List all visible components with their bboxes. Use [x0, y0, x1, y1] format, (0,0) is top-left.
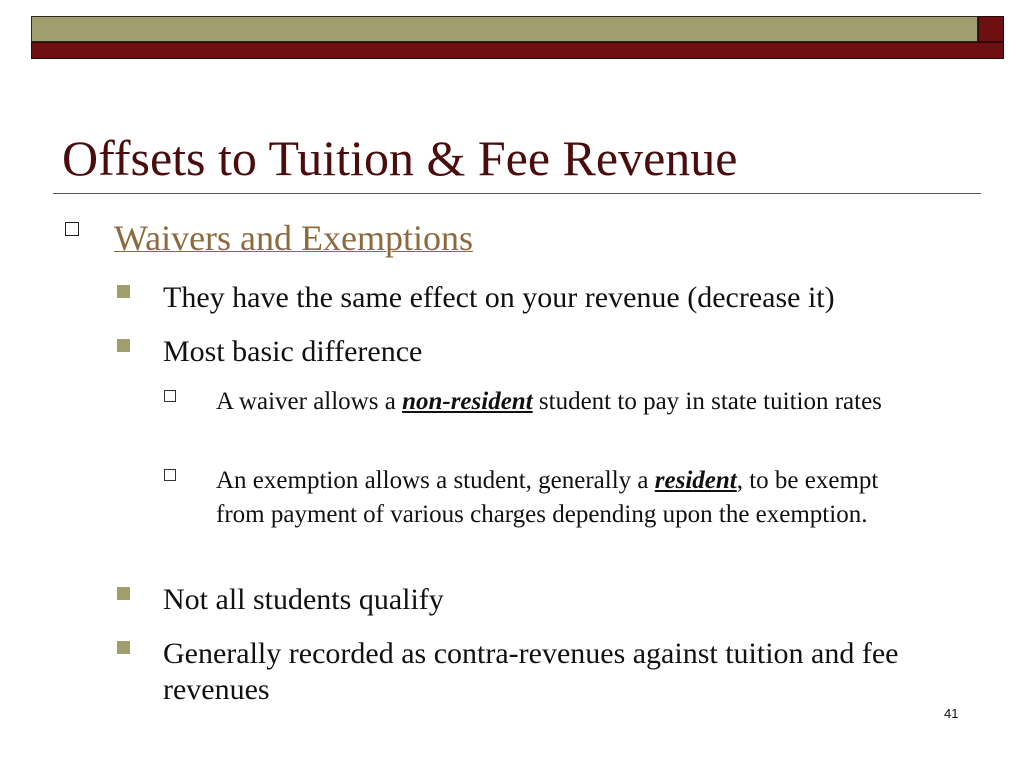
header-decoration-bar — [31, 16, 1004, 59]
bullet-text: Generally recorded as contra-revenues against tuition and fee revenues — [163, 637, 899, 706]
slide-title: Offsets to Tuition & Fee Revenue — [62, 130, 738, 186]
page-number: 41 — [944, 706, 959, 721]
filled-square-bullet-icon — [117, 641, 130, 654]
emphasis-text: resident — [654, 467, 737, 494]
sub-bullet-exemption — [216, 464, 931, 532]
sub-bullet-text: , to be exempt from payment of various charges depending upon the exemption. — [216, 467, 879, 528]
bullet-text: They have the same effect on your revenue (decrease it) — [163, 281, 835, 314]
filled-square-bullet-icon — [117, 587, 130, 600]
hollow-square-sub-bullet-icon — [164, 469, 176, 481]
hollow-square-bullet-icon — [65, 222, 79, 236]
title-divider — [53, 193, 981, 194]
bullet-text: Most basic difference — [163, 335, 423, 368]
sub-bullet-text: A waiver allows a — [216, 388, 403, 415]
filled-square-bullet-icon — [117, 339, 130, 352]
sub-bullet-text: student to pay in state tuition rates — [532, 388, 882, 415]
bullet-text: Not all students qualify — [163, 583, 444, 616]
waivers-exemptions-link[interactable]: Waivers and Exemptions — [114, 218, 474, 258]
header-olive-band — [31, 16, 978, 42]
sub-bullet-text: An exemption allows a student, generally a — [216, 467, 655, 494]
filled-square-bullet-icon — [117, 285, 130, 298]
emphasis-text: non-resident — [402, 388, 533, 415]
sub-bullet-waiver — [216, 385, 931, 419]
header-maroon-band — [31, 42, 1004, 59]
hollow-square-sub-bullet-icon — [164, 390, 176, 402]
header-maroon-square — [978, 16, 1004, 42]
